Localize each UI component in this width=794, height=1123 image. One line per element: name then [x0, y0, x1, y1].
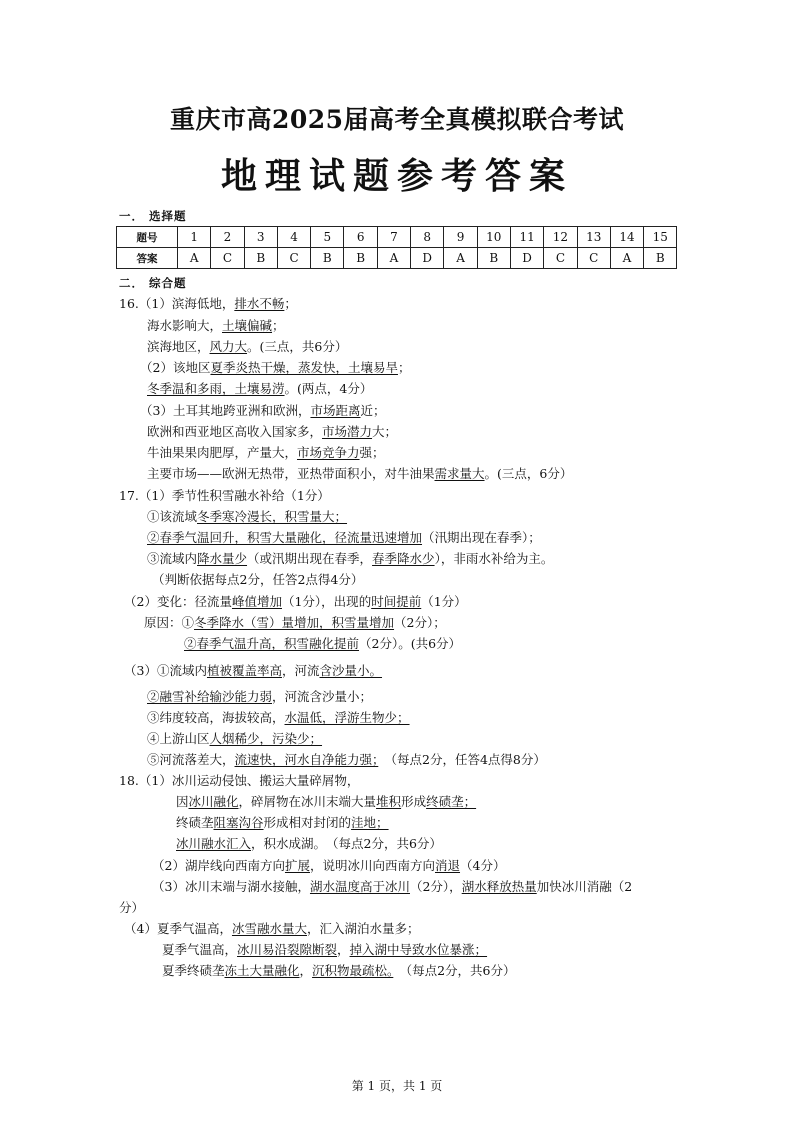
answer-line — [147, 710, 410, 726]
key-point-text: 冰川融水汇入 — [176, 836, 252, 851]
answer-line — [124, 921, 420, 937]
answer-text: （每点2分，任答4点得8分） — [378, 752, 546, 767]
key-point-text: 含沙量小。 — [319, 663, 383, 678]
answer-letter: C — [544, 248, 577, 269]
question-number: 5 — [311, 227, 344, 248]
key-point-text: ②春季气温升高，积雪融化提前 — [184, 636, 360, 651]
answer-text: ，河流 — [281, 663, 320, 678]
answer-text: ； — [284, 296, 297, 311]
key-point-text: 沉积物最疏松。 — [312, 963, 394, 978]
answer-text: ， — [299, 963, 313, 978]
answer-line — [162, 963, 515, 979]
answer-line — [140, 360, 410, 376]
answer-letter: B — [344, 248, 377, 269]
key-point-text: ②春季气温回升，积雪大量融化，径流量迅速增加 — [147, 530, 423, 545]
answer-letter: B — [311, 248, 344, 269]
key-point-text: 时间提前 — [371, 594, 422, 609]
answer-text: （1分） — [421, 594, 467, 609]
answer-text: 夏季气温高， — [162, 942, 238, 957]
answer-letter: B — [644, 248, 677, 269]
key-point-text: 市场竞争力 — [297, 445, 360, 460]
answer-text: 大； — [372, 424, 398, 439]
answer-text: （3）冰川末端与湖水接触， — [152, 879, 310, 894]
key-point-text: 降水量少 — [197, 551, 248, 566]
question-number: 3 — [244, 227, 277, 248]
answer-text: 欧洲和西亚地区高收入国家多， — [147, 424, 323, 439]
key-point-text: 冰雪融水量大 — [231, 921, 307, 936]
answer-text: 近； — [360, 403, 386, 418]
answer-table — [116, 226, 677, 269]
answer-line — [152, 858, 505, 874]
answer-line — [119, 296, 297, 312]
answer-letter: A — [610, 248, 643, 269]
answer-text: ，河流含沙量小； — [272, 689, 373, 704]
answer-letter: B — [244, 248, 277, 269]
answer-text: ； — [272, 318, 285, 333]
section-choice-label: 一． 选择题 — [119, 209, 187, 223]
key-point-text: 掉入湖中导致水位暴涨； — [349, 942, 488, 957]
answer-line — [147, 381, 372, 397]
answer-line — [184, 636, 461, 652]
answer-letter: A — [444, 248, 477, 269]
answer-text: （2分）； — [394, 615, 446, 630]
key-point-text: 湖水温度高于冰川 — [309, 879, 410, 894]
key-point-text: 峰值增加 — [231, 594, 282, 609]
key-point-text: 风力大 — [209, 339, 248, 354]
answer-line — [147, 445, 385, 461]
answer-letter: B — [477, 248, 510, 269]
answer-line — [119, 900, 144, 916]
key-point-text: 水温低，浮游生物少； — [284, 710, 410, 725]
answer-text: 。(两点，4分） — [284, 381, 373, 396]
question-number: 9 — [444, 227, 477, 248]
key-point-text: 土壤偏碱 — [222, 318, 273, 333]
answer-line — [152, 879, 632, 895]
answer-text: （4分） — [460, 858, 506, 873]
answer-text: 17.（1）季节性积雪融水补给（1分） — [119, 488, 330, 503]
question-number: 10 — [477, 227, 510, 248]
answer-letter: D — [510, 248, 543, 269]
answer-text: （判断依据每点2分，任答2点得4分） — [152, 572, 364, 587]
answer-row-header: 答案 — [117, 248, 178, 269]
answer-line — [119, 773, 359, 789]
answer-line — [140, 403, 386, 419]
answer-letter: C — [577, 248, 610, 269]
answer-text: 强； — [359, 445, 385, 460]
answer-text: 形成 — [401, 794, 427, 809]
answer-line — [147, 509, 347, 525]
page-footer: 第 1 页，共 1 页 — [351, 1079, 443, 1093]
document-title: 重庆市高2025届高考全真模拟联合考试 — [169, 105, 625, 134]
answer-line — [147, 689, 372, 705]
answer-line — [147, 530, 541, 546]
answer-line — [147, 731, 322, 747]
key-point-text: 夏季炎热干燥，蒸发快，土壤易旱 — [210, 360, 398, 375]
answer-text: （2分）。(共6分） — [359, 636, 462, 651]
question-number: 7 — [377, 227, 410, 248]
key-point-text: 需求量大 — [434, 466, 485, 481]
answer-text: 。(三点，6分） — [484, 466, 573, 481]
answer-text: 因 — [176, 794, 189, 809]
key-point-text: 植被覆盖率高 — [206, 663, 282, 678]
answer-text: （3）①流域内 — [124, 663, 207, 678]
key-point-text: 洼地； — [351, 815, 389, 830]
question-number: 15 — [644, 227, 677, 248]
question-number: 12 — [544, 227, 577, 248]
answer-text: 牛油果果肉肥厚，产量大， — [147, 445, 298, 460]
key-point-text: 冬季降水（雪）量增加，积雪量增加 — [194, 615, 395, 630]
answer-line — [147, 318, 285, 334]
answer-text: （3）土耳其地跨亚洲和欧洲， — [140, 403, 311, 418]
question-number: 2 — [211, 227, 244, 248]
answer-text: 终碛垄 — [176, 815, 214, 830]
key-point-text: 冬季温和多雨，土壤易涝 — [147, 381, 285, 396]
answer-text: 。(三点，共6分） — [247, 339, 348, 354]
key-point-text: 春季降水少 — [372, 551, 435, 566]
answer-text: ③纬度较高，海拔较高， — [147, 710, 285, 725]
document-subtitle: 地理试题参考答案 — [220, 155, 573, 197]
answer-text: ，说明冰川向西南方向 — [309, 858, 435, 873]
key-point-text: ②融雪补给输沙能力弱 — [147, 689, 273, 704]
answer-line — [147, 466, 572, 482]
answer-text: ， — [337, 942, 350, 957]
answer-text: 16.（1）滨海低地， — [119, 296, 235, 311]
question-number: 14 — [610, 227, 643, 248]
answer-text: 滨海地区， — [147, 339, 210, 354]
answer-text: ），非雨水补给为主。 — [434, 551, 554, 566]
answer-text: ④上游山区 — [147, 731, 210, 746]
answer-text: 分） — [119, 900, 145, 915]
answer-letter: A — [178, 248, 211, 269]
answer-text: （每点2分，共6分） — [393, 963, 516, 978]
answer-row — [117, 248, 677, 269]
key-point-text: 阻塞沟谷 — [213, 815, 264, 830]
answer-text: 海水影响大， — [147, 318, 223, 333]
question-number: 1 — [178, 227, 211, 248]
answer-letter: D — [411, 248, 444, 269]
answer-text: （汛期出现在春季）； — [422, 530, 541, 545]
answer-text: 形成相对封闭的 — [263, 815, 352, 830]
answer-line — [124, 663, 382, 679]
answer-text: 夏季终碛垄 — [162, 963, 225, 978]
answer-letter: C — [211, 248, 244, 269]
answer-text: 加快冰川消融（2 — [536, 879, 633, 894]
question-row-header: 题号 — [117, 227, 178, 248]
question-number: 6 — [344, 227, 377, 248]
answer-line — [119, 488, 330, 504]
answer-text: 主要市场——欧洲无热带，亚热带面积小，对牛油果 — [147, 466, 435, 481]
question-number: 11 — [510, 227, 543, 248]
answer-text: ③流域内 — [147, 551, 198, 566]
answer-line — [147, 424, 397, 440]
key-point-text: 流速快，河水自净能力强； — [234, 752, 379, 767]
key-point-text: 冬季寒冷漫长，积雪量大； — [197, 509, 348, 524]
answer-line — [144, 615, 446, 631]
answer-text: （4）夏季气温高， — [124, 921, 232, 936]
answer-text: ①该流域 — [147, 509, 198, 524]
key-point-text: 人烟稀少，污染少； — [209, 731, 323, 746]
key-point-text: 市场潜力 — [322, 424, 373, 439]
answer-text: ，积水成湖。 （每点2分，共6分） — [251, 836, 442, 851]
answer-text: （2）湖岸线向西南方向 — [152, 858, 285, 873]
answer-letter: A — [377, 248, 410, 269]
key-point-text: 终碛垄； — [426, 794, 477, 809]
answer-text: ，碎屑物在冰川末端大量 — [238, 794, 377, 809]
answer-text: （1分），出现的 — [281, 594, 372, 609]
key-point-text: 扩展 — [284, 858, 310, 873]
answer-line — [176, 794, 476, 810]
answer-text: ； — [397, 360, 411, 375]
answer-line — [147, 339, 347, 355]
answer-text: （2分）， — [409, 879, 462, 894]
answer-text: （2）变化：径流量 — [124, 594, 232, 609]
answer-line — [152, 572, 363, 588]
key-point-text: 排水不畅 — [234, 296, 285, 311]
question-row — [117, 227, 677, 248]
answer-text: 18.（1）冰川运动侵蚀、搬运大量碎屑物， — [119, 773, 360, 788]
key-point-text: 消退 — [435, 858, 461, 873]
answer-letter: C — [277, 248, 310, 269]
key-point-text: 市场距离 — [310, 403, 361, 418]
answer-text: 原因：① — [144, 615, 195, 630]
question-number: 13 — [577, 227, 610, 248]
answer-line — [162, 942, 487, 958]
answer-text: ，汇入湖泊水量多； — [306, 921, 420, 936]
key-point-text: 冰川易沿裂隙断裂 — [237, 942, 338, 957]
answer-line — [147, 551, 553, 567]
question-number: 8 — [411, 227, 444, 248]
key-point-text: 湖水释放热量 — [461, 879, 537, 894]
answer-text: （或汛期出现在春季， — [247, 551, 373, 566]
key-point-text: 冻土大量融化 — [224, 963, 300, 978]
key-point-text: 冰川融化 — [188, 794, 239, 809]
answer-line — [176, 815, 389, 831]
question-number: 4 — [277, 227, 310, 248]
key-point-text: 堆积 — [376, 794, 402, 809]
answer-text: ⑤河流落差大， — [147, 752, 235, 767]
answer-text: （2）该地区 — [140, 360, 211, 375]
answer-line — [176, 836, 442, 852]
section-comprehensive-label: 二． 综合题 — [119, 276, 187, 290]
answer-line — [124, 594, 467, 610]
answer-line — [147, 752, 546, 768]
